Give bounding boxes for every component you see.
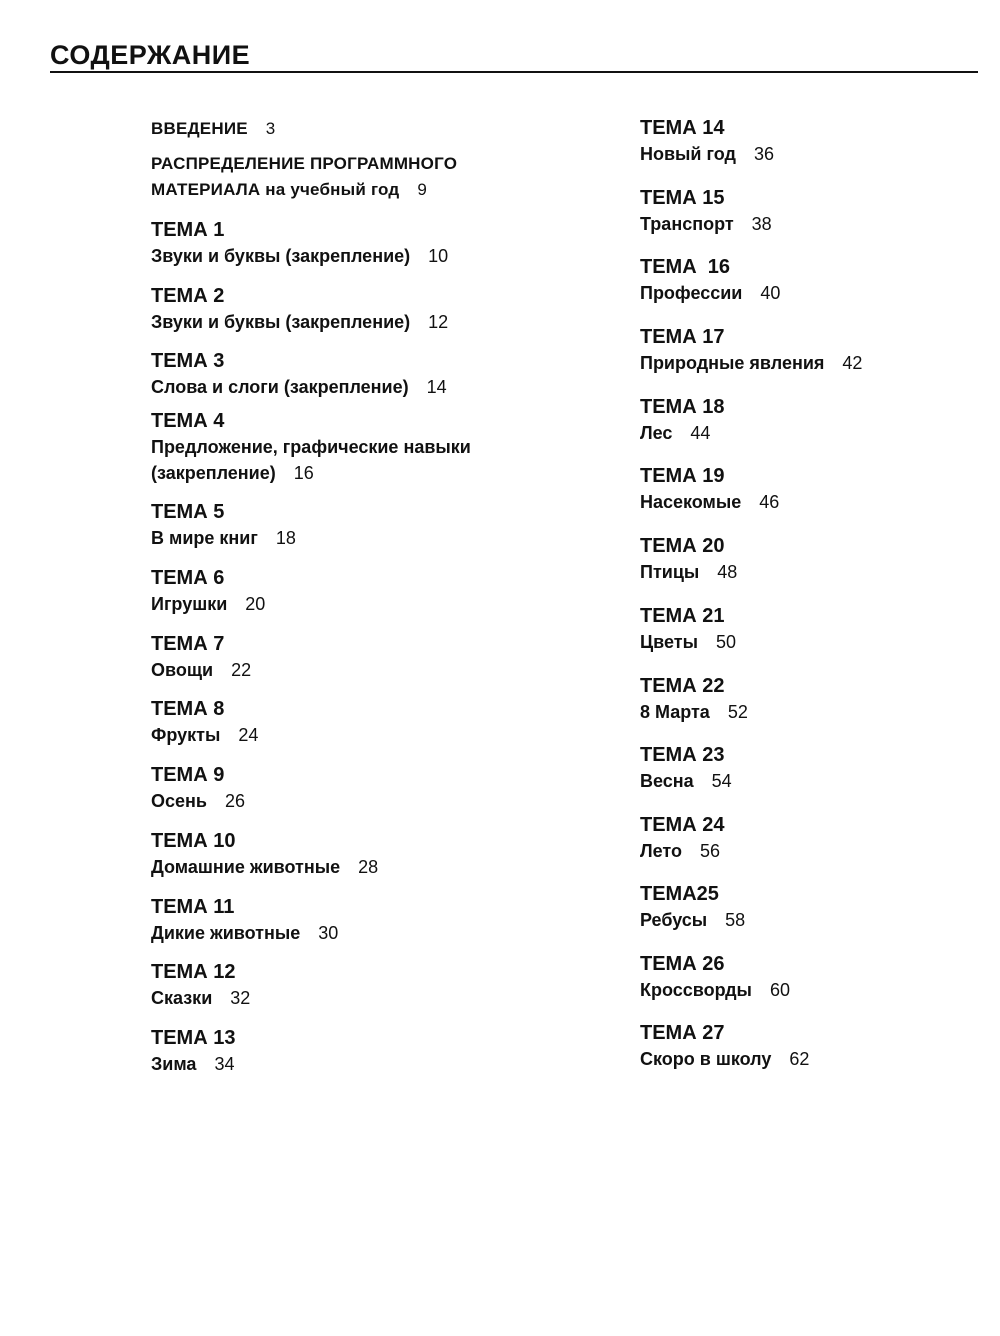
toc-entry-title: Скоро в школу 62	[640, 1049, 810, 1069]
toc-entry-title: Игрушки 20	[151, 594, 266, 614]
toc-topic-heading: ТЕМА 4	[151, 410, 225, 432]
toc-page-number: 22	[231, 660, 252, 680]
toc-topic-heading: ТЕМА 9	[151, 764, 225, 786]
toc-entry-title: Звуки и буквы (закрепление) 12	[151, 312, 449, 332]
toc-entry-tema-21[interactable]	[640, 604, 980, 655]
toc-topic-heading: ТЕМА 15	[640, 187, 725, 209]
toc-entry-title: Предложение, графические навыки	[151, 437, 471, 457]
toc-topic-heading: ТЕМА 16	[640, 256, 731, 278]
toc-entry-title: Цветы 50	[640, 632, 736, 652]
toc-entry-title: ВВЕДЕНИЕ 3	[151, 119, 276, 138]
toc-entry-tema-3[interactable]	[151, 349, 591, 400]
toc-page-number: 38	[751, 214, 772, 234]
toc-topic-heading: ТЕМА 27	[640, 1022, 725, 1044]
toc-entry-title: Насекомые 46	[640, 492, 780, 512]
toc-entry-title: Ребусы 58	[640, 910, 746, 930]
toc-page-number: 50	[715, 632, 736, 652]
toc-entry-tema-19[interactable]	[640, 464, 980, 515]
toc-entry-title: Звуки и буквы (закрепление) 10	[151, 246, 449, 266]
toc-entry-tema-2[interactable]	[151, 284, 591, 335]
toc-page-number: 42	[842, 353, 863, 373]
toc-page-number: 12	[428, 312, 449, 332]
toc-topic-heading: ТЕМА 17	[640, 326, 725, 348]
toc-entry-tema-20[interactable]	[640, 534, 980, 585]
toc-page-number: 9	[417, 180, 428, 199]
toc-entry-tema-5[interactable]	[151, 500, 591, 551]
toc-page-number: 52	[727, 702, 748, 722]
toc-page-number: 40	[760, 283, 781, 303]
toc-page-number: 48	[717, 562, 738, 582]
toc-entry-tema-24[interactable]	[640, 813, 980, 864]
toc-entry-tema-9[interactable]	[151, 763, 591, 814]
toc-page-number: 18	[275, 528, 296, 548]
toc-entry-title: РАСПРЕДЕЛЕНИЕ ПРОГРАММНОГО	[151, 154, 458, 173]
toc-page-number: 30	[318, 923, 339, 943]
toc-entry-tema-26[interactable]	[640, 952, 980, 1003]
toc-topic-heading: ТЕМА 19	[640, 465, 725, 487]
toc-page-number: 56	[699, 841, 721, 861]
toc-topic-heading: ТЕМА 6	[151, 567, 225, 589]
toc-entry-tema-4[interactable]	[151, 409, 591, 486]
toc-topic-heading: ТЕМА 2	[151, 285, 225, 307]
toc-topic-heading: ТЕМА 1	[151, 219, 225, 241]
toc-entry-title: Дикие животные 30	[151, 923, 339, 943]
toc-topic-heading: ТЕМА 3	[151, 350, 225, 372]
toc-page-number: 24	[238, 725, 259, 745]
toc-page-number: 60	[769, 980, 790, 1000]
toc-entry-tema-13[interactable]	[151, 1026, 591, 1077]
toc-page-number: 14	[426, 377, 447, 397]
toc-topic-heading: ТЕМА 24	[640, 814, 725, 836]
toc-entry-tema-1[interactable]	[151, 218, 591, 269]
toc-entry-tema-12[interactable]	[151, 960, 591, 1011]
toc-topic-heading: ТЕМА 10	[151, 830, 236, 852]
toc-page-number: 46	[759, 492, 780, 512]
toc-entry-tema-10[interactable]	[151, 829, 591, 880]
toc-topic-heading: ТЕМА 5	[151, 501, 225, 523]
toc-entry-title: Зима 34	[151, 1054, 235, 1074]
toc-topic-heading: ТЕМА 14	[640, 117, 725, 139]
toc-entry-title: Лес 44	[640, 423, 711, 443]
toc-page-number: 34	[214, 1054, 235, 1074]
toc-entry-title: В мире книг 18	[151, 528, 296, 548]
toc-entry-title: Птицы 48	[640, 562, 738, 582]
toc-entry-tema-14[interactable]	[640, 116, 980, 167]
toc-entry-title: Весна 54	[640, 771, 732, 791]
toc-page-number: 26	[224, 791, 245, 811]
toc-entry-title: Профессии 40	[640, 283, 781, 303]
toc-entry-tema-25[interactable]	[640, 882, 980, 933]
toc-entry-title: Сказки 32	[151, 988, 251, 1008]
toc-entry-tema-15[interactable]	[640, 186, 980, 237]
toc-topic-heading: ТЕМА 12	[151, 961, 236, 983]
toc-entry-tema-6[interactable]	[151, 566, 591, 617]
toc-entry-title: Транспорт 38	[640, 214, 772, 234]
toc-page-number: 62	[789, 1049, 810, 1069]
toc-entry-title: Природные явления 42	[640, 353, 863, 373]
toc-entry[interactable]	[151, 151, 591, 203]
toc-page-number: 3	[265, 119, 276, 138]
toc-entry-title: (закрепление) 16	[151, 463, 314, 483]
toc-entry-title: Осень 26	[151, 791, 245, 811]
toc-page-number: 54	[711, 771, 732, 791]
toc-page-number: 28	[358, 857, 379, 877]
toc-entry-title: Овощи 22	[151, 660, 252, 680]
toc-entry-tema-27[interactable]	[640, 1021, 980, 1072]
toc-entry-tema-18[interactable]	[640, 395, 980, 446]
toc-topic-heading: ТЕМА 18	[640, 396, 725, 418]
toc-entry-tema-11[interactable]	[151, 895, 591, 946]
toc-entry[interactable]	[151, 116, 591, 142]
toc-page-number: 36	[753, 144, 774, 164]
toc-topic-heading: ТЕМА 21	[640, 605, 725, 627]
toc-topic-heading: ТЕМА 8	[151, 698, 225, 720]
toc-page-number: 20	[245, 594, 266, 614]
toc-topic-heading: ТЕМА 13	[151, 1027, 236, 1049]
toc-entry-title: 8 Марта 52	[640, 702, 748, 722]
toc-entry-title: Слова и слоги (закрепление) 14	[151, 377, 447, 397]
toc-entry-tema-23[interactable]	[640, 743, 980, 794]
toc-page-number: 44	[690, 423, 711, 443]
toc-entry-tema-7[interactable]	[151, 632, 591, 683]
toc-topic-heading: ТЕМА 23	[640, 744, 725, 766]
toc-entry-tema-22[interactable]	[640, 674, 980, 725]
toc-entry-title: Фрукты 24	[151, 725, 259, 745]
toc-entry-title: МАТЕРИАЛА на учебный год 9	[151, 180, 428, 199]
toc-entry-tema-16[interactable]	[640, 255, 980, 306]
toc-topic-heading: ТЕМА 20	[640, 535, 725, 557]
toc-topic-heading: ТЕМА 7	[151, 633, 225, 655]
toc-entry-tema-8[interactable]	[151, 697, 591, 748]
toc-topic-heading: ТЕМА 11	[151, 896, 235, 918]
toc-topic-heading: ТЕМА 22	[640, 675, 725, 697]
title-divider	[50, 71, 978, 73]
page-title: СОДЕРЖАНИЕ	[50, 40, 251, 70]
toc-entry-title: Новый год 36	[640, 144, 774, 164]
toc-page-number: 58	[725, 910, 746, 930]
toc-topic-heading: ТЕМА25	[640, 883, 719, 905]
toc-entry-title: Лето 56	[640, 841, 721, 861]
toc-page-number: 16	[293, 463, 314, 483]
toc-page-number: 32	[230, 988, 251, 1008]
toc-entry-title: Кроссворды 60	[640, 980, 790, 1000]
toc-topic-heading: ТЕМА 26	[640, 953, 725, 975]
toc-entry-title: Домашние животные 28	[151, 857, 379, 877]
toc-page-number: 10	[428, 246, 449, 266]
toc-entry-tema-17[interactable]	[640, 325, 980, 376]
